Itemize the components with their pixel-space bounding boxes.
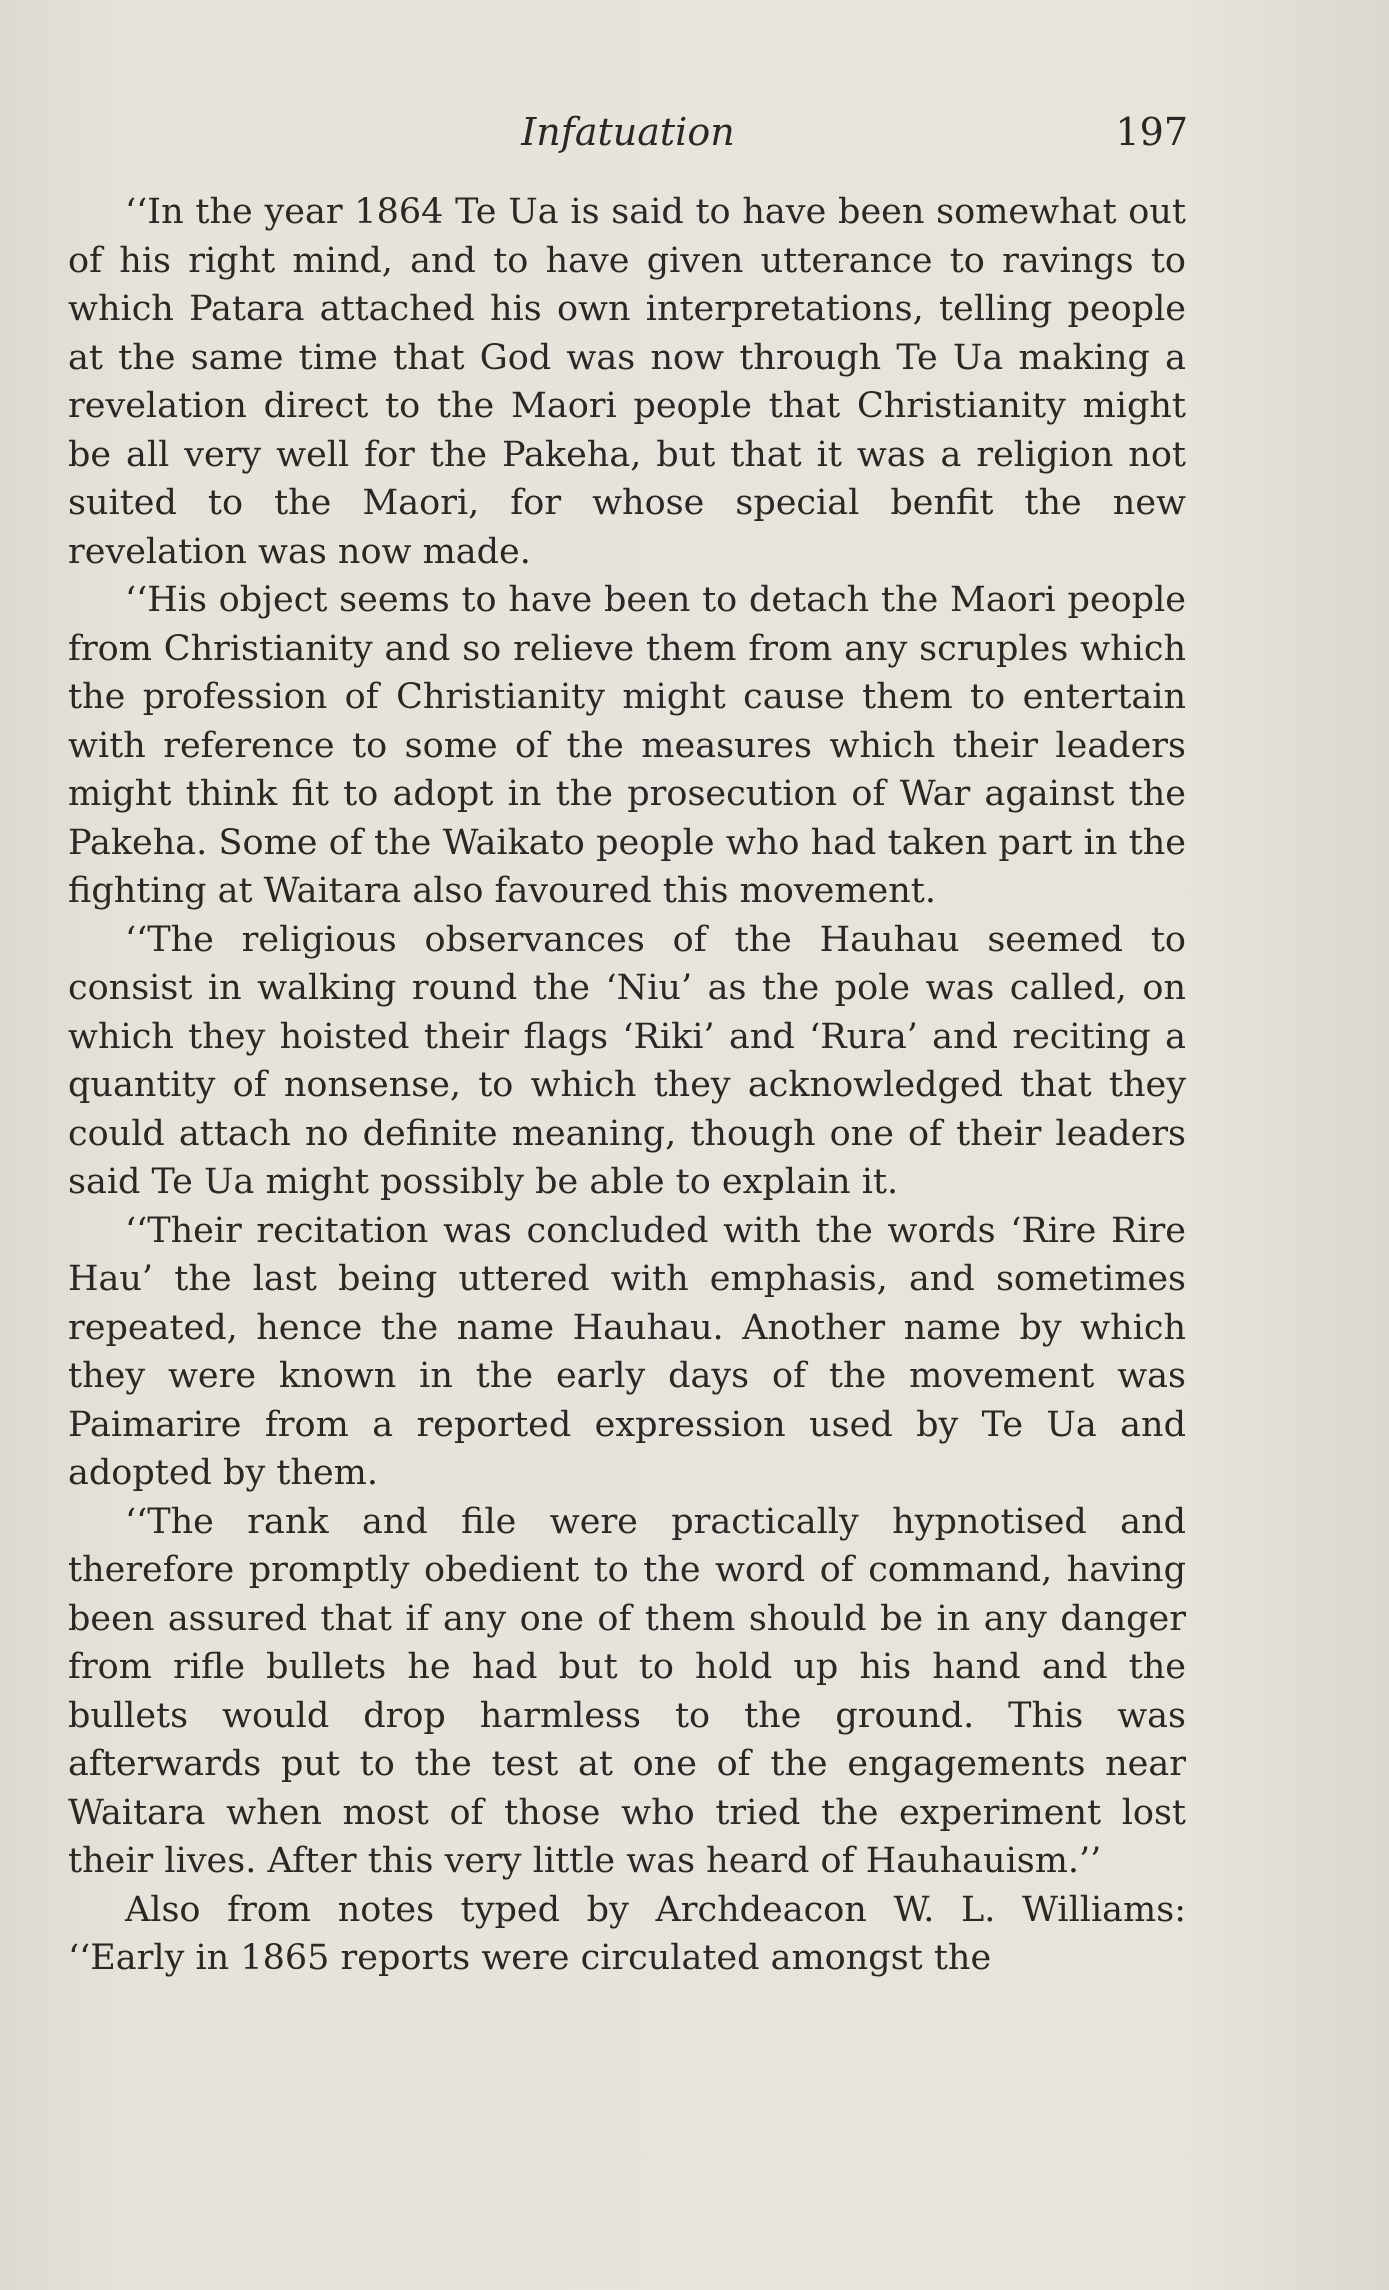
running-title: Infatuation [521,110,735,154]
paragraph: ‘‘The religious observances of the Hauhau seemed to consist in walking round the ‘Niu’ as the pole was called, on which they hoisted their flags ‘Riki’ and ‘Rura’ and reciting a quantity of nonsense, to which they acknowledged that they could attach no definite meaning, though one of their leaders said Te Ua might possibly be able to explain it. [68,919,1186,1202]
page-number: 197 [1115,110,1188,154]
paragraph: ‘‘The rank and file were practically hypnotised and therefore promptly obedient to the word of command, having been assured that if any one of them should be in any danger from rifle bullets he had but to hold up his hand and the bullets would drop harmless to the ground. This was afterwards put to the test at one of the engagements near Waitara when most of those who tried the experiment lost their lives. After this very little was heard of Hauhauism.’’ [68,1501,1186,1881]
paragraph: ‘‘In the year 1864 Te Ua is said to have been somewhat out of his right mind, and to have given utterance to ravings to which Patara attached his own interpretations, telling people at the same time that God was now through Te Ua making a revelation direct to the Maori people that Christianity might be all very well for the Pakeha, but that it was a religion not suited to the Maori, for whose special benfit the new revelation was now made. [68,192,1186,572]
paragraph: ‘‘His object seems to have been to detach the Maori people from Christianity and so relieve them from any scruples which the profession of Christianity might cause them to entertain with reference to some of the measures which their leaders might think fit to adopt in the prosecution of War against the Pakeha. Some of the Waikato people who had taken part in the fighting at Waitara also favoured this movement. [68,580,1186,911]
body-text [68,188,1186,1983]
running-head [68,102,1188,162]
paragraph: Also from notes typed by Archdeacon W. L. Williams: ‘‘Early in 1865 reports were circulated amongst the [68,1889,1186,1978]
paragraph: ‘‘Their recitation was concluded with the words ‘Rire Rire Hau’ the last being uttered with emphasis, and sometimes repeated, hence the name Hauhau. Another name by which they were known in the early days of the movement was Paimarire from a reported expression used by Te Ua and adopted by them. [68,1210,1186,1493]
